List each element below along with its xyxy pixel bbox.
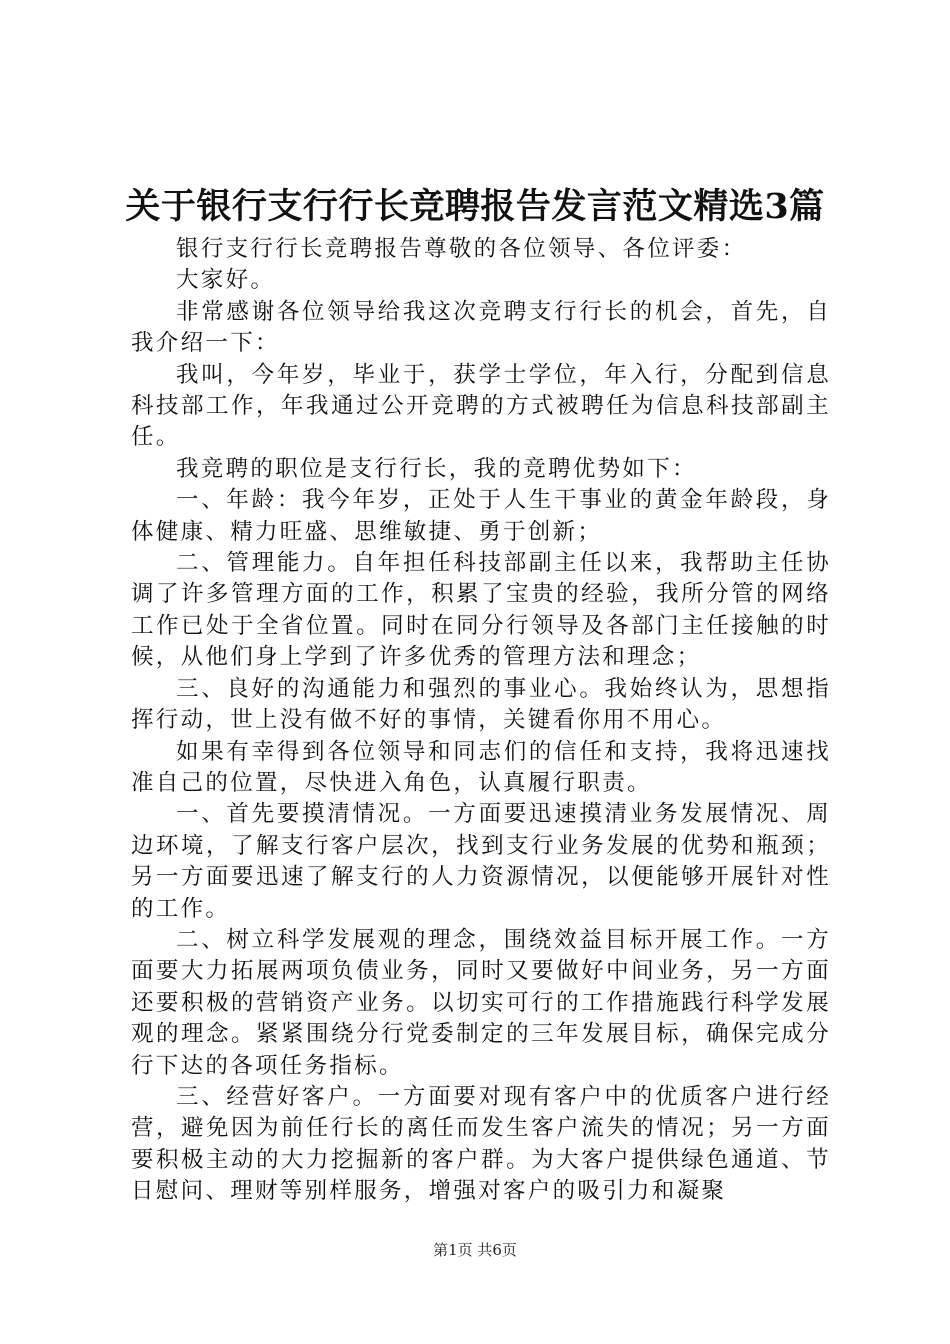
paragraph: 我叫，今年岁，毕业于，获学士学位，年入行，分配到信息科技部工作，年我通过公开竞聘的方式被聘任为信息科技部副主任。 bbox=[131, 361, 831, 451]
paragraph: 我竞聘的职位是支行行长，我的竞聘优势如下： bbox=[176, 455, 697, 482]
paragraph: 大家好。 bbox=[176, 267, 276, 294]
paragraph: 二、树立科学发展观的理念，围绕效益目标开展工作。一方面要大力拓展两项负债业务，同时又要做好中间业务，另一方面还要积极的营销资产业务。以切实可行的工作措施践行科学发展观的理念。紧紧围绕分行党委制定的三年发展目标，确保完成分行下达的各项任务指标。 bbox=[131, 926, 831, 1079]
document-body bbox=[131, 234, 831, 1208]
paragraph: 一、年龄：我今年岁，正处于人生干事业的黄金年龄段，身体健康、精力旺盛、思维敏捷、勇于创新； bbox=[131, 487, 831, 545]
paragraph: 如果有幸得到各位领导和同志们的信任和支持，我将迅速找准自己的位置，尽快进入角色，认真履行职责。 bbox=[131, 738, 831, 796]
paragraph: 一、首先要摸清情况。一方面要迅速摸清业务发展情况、周边环境，了解支行客户层次，找到支行业务发展的优势和瓶颈；另一方面要迅速了解支行的人力资源情况，以便能够开展针对性的工作。 bbox=[131, 801, 831, 922]
paragraph: 三、良好的沟通能力和强烈的事业心。我始终认为，思想指挥行动，世上没有做不好的事情，关键看你用不用心。 bbox=[131, 675, 831, 734]
paragraph: 银行支行行长竞聘报告尊敬的各位领导、各位评委： bbox=[176, 236, 747, 262]
page-number-footer: 第1页 共6页 bbox=[433, 1241, 517, 1259]
paragraph: 非常感谢各位领导给我这次竞聘支行行长的机会，首先，自我介绍一下： bbox=[131, 298, 831, 357]
paragraph: 二、管理能力。自年担任科技部副主任以来，我帮助主任协调了许多管理方面的工作，积累了宝贵的经验，我所分管的网络工作已处于全省位置。同时在同分行领导及各部门主任接触的时候，从他们身上学到了许多优秀的管理方法和理念； bbox=[131, 550, 831, 671]
document-title: 关于银行支行行长竞聘报告发言范文精选3篇 bbox=[125, 186, 825, 227]
paragraph: 三、经营好客户。一方面要对现有客户中的优质客户进行经营，避免因为前任行长的离任而发生客户流失的情况；另一方面要积极主动的大力挖掘新的客户群。为大客户提供绿色通道、节日慰问、理财等别样服务，增强对客户的吸引力和凝聚 bbox=[131, 1083, 831, 1205]
